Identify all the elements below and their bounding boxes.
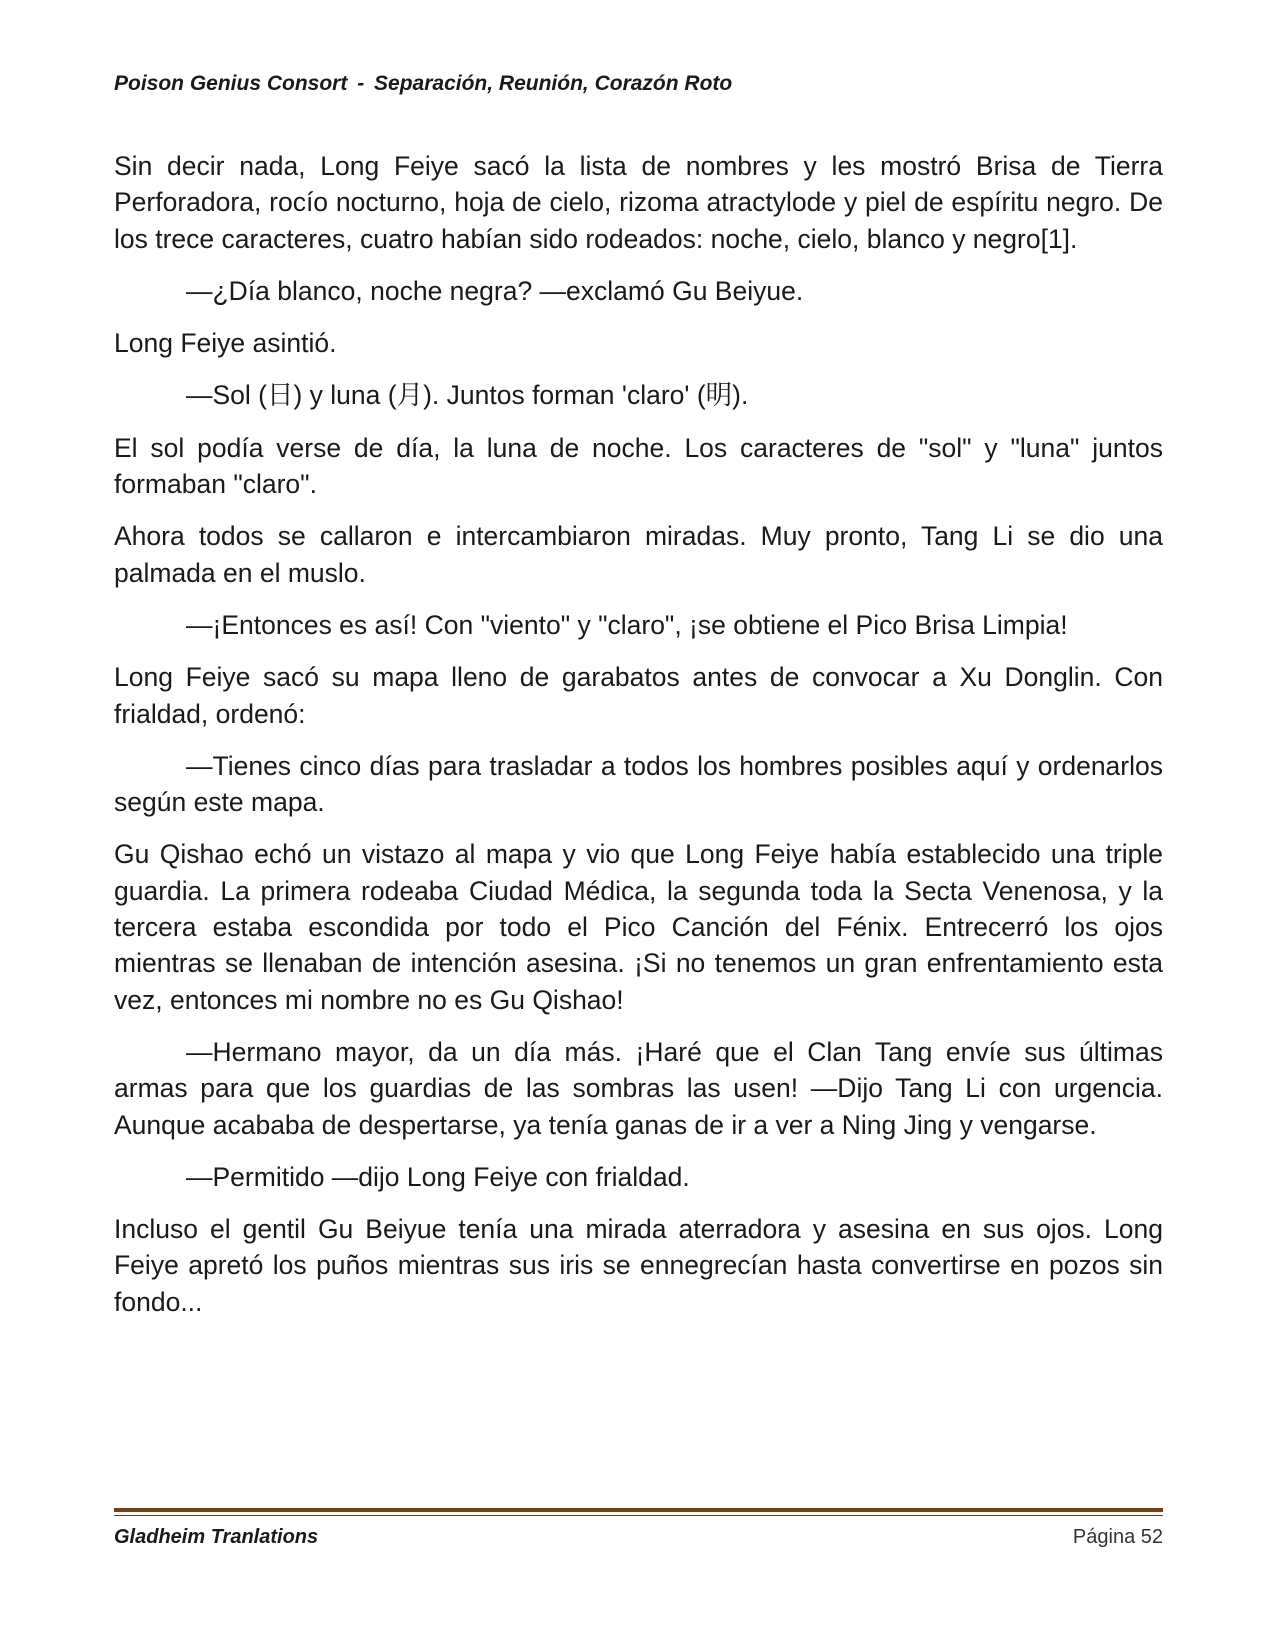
running-header (114, 72, 732, 96)
paragraph: Incluso el gentil Gu Beiyue tenía una mirada aterradora y asesina en sus ojos. Long Feiye apretó los puños mientras sus iris se ennegrecían hasta convertirse en pozos sin fondo... (114, 1214, 1163, 1317)
paragraph: Gu Qishao echó un vistazo al mapa y vio que Long Feiye había establecido una triple guardia. La primera rodeaba Ciudad Médica, la segunda toda la Secta Venenosa, y la tercera estaba escondida por todo el Pico Canción del Fénix. Entrecerró los ojos mientras se llenaban de intención asesina. ¡Si no tenemos un gran enfrentamiento esta vez, entonces mi nombre no es Gu Qishao! (114, 839, 1163, 1015)
chapter-title: Separación, Reunión, Corazón Roto (374, 72, 733, 95)
paragraph: Long Feiye asintió. (114, 328, 337, 359)
paragraph: El sol podía verse de día, la luna de noche. Los caracteres de "sol" y "luna" juntos formaban "claro". (114, 432, 1163, 500)
book-title: Poison Genius Consort (114, 72, 348, 95)
dialogue-paragraph: —Sol (日) y luna (月). Juntos forman 'claro' (明). (186, 380, 749, 411)
dialogue-paragraph: —Permitido —dijo Long Feiye con frialdad. (186, 1161, 690, 1192)
paragraph: Long Feiye sacó su mapa lleno de garabatos antes de convocar a Xu Donglin. Con frialdad, ordenó: (114, 662, 1163, 729)
dialogue-paragraph: —¿Día blanco, noche negra? —exclamó Gu Beiyue. (186, 275, 804, 306)
dialogue-paragraph: —Tienes cinco días para trasladar a todos los hombres posibles aquí y ordenarlos según este mapa. (114, 750, 1163, 818)
paragraph: Sin decir nada, Long Feiye sacó la lista de nombres y les mostró Brisa de Tierra Perforadora, rocío nocturno, hoja de cielo, rizoma atractylode y piel de espíritu negro. De los trece caracteres, cuatro habían sido rodeados: noche, cielo, blanco y negro[1]. (114, 151, 1163, 254)
footer-rule (114, 1508, 1163, 1512)
footer-rule-thin (114, 1515, 1163, 1516)
page-number: Página 52 (1072, 1526, 1163, 1548)
body-text (114, 148, 1163, 1336)
footer-publisher: Gladheim Tranlations (114, 1526, 319, 1548)
header-separator: - (357, 72, 365, 95)
dialogue-paragraph: —Hermano mayor, da un día más. ¡Haré que el Clan Tang envíe sus últimas armas para que los guardias de las sombras las usen! —Dijo Tang Li con urgencia. Aunque acababa de despertarse, ya tenía ganas de ir a ver a Ning Jing y vengarse. (114, 1036, 1163, 1140)
paragraph: Ahora todos se callaron e intercambiaron miradas. Muy pronto, Tang Li se dio una palmada en el muslo. (114, 521, 1163, 588)
dialogue-paragraph: —¡Entonces es así! Con "viento" y "claro", ¡se obtiene el Pico Brisa Limpia! (186, 609, 1068, 640)
